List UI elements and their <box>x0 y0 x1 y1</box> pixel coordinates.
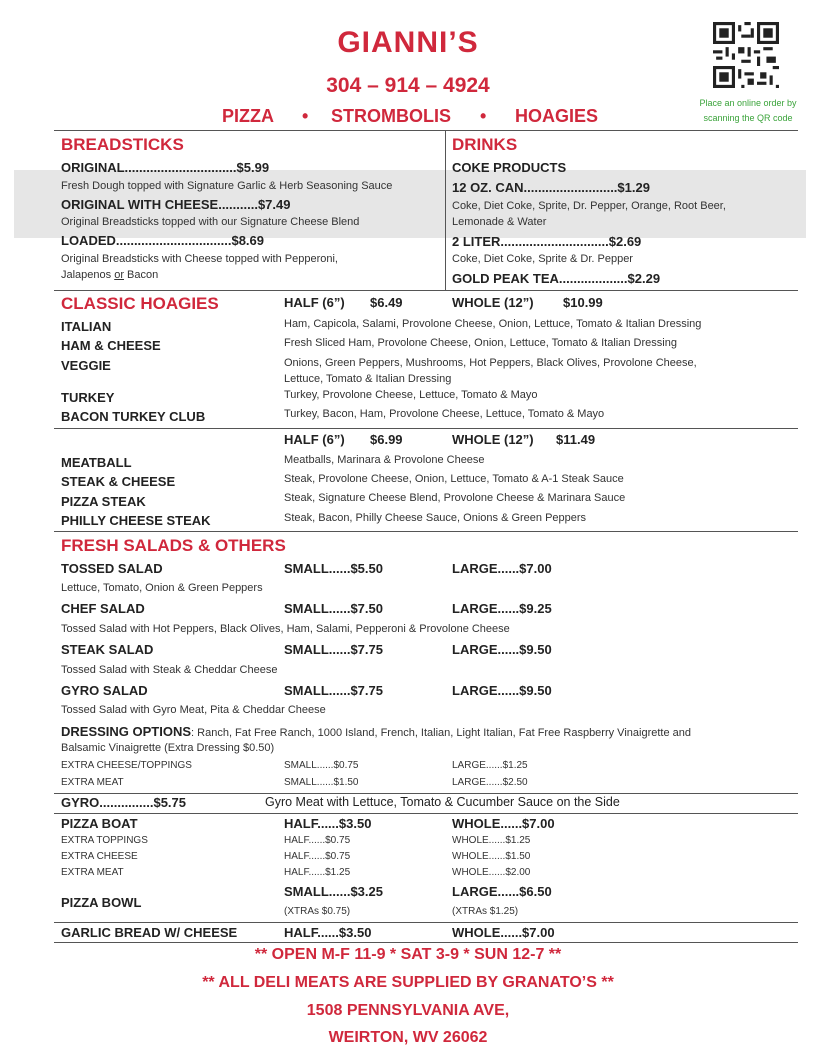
divider <box>54 942 798 943</box>
category-strombolis: STROMBOLIS <box>331 106 451 126</box>
price-whole: $10.99 <box>563 295 603 310</box>
size-label-half: HALF (6”) <box>284 295 345 310</box>
menu-item-desc: Original Breadsticks topped with our Signature Cheese Blend <box>61 216 360 228</box>
divider <box>54 290 798 291</box>
menu-item-desc: Jalapenos or Bacon <box>61 269 159 281</box>
restaurant-name: GIANNI’S <box>337 26 479 59</box>
divider <box>54 130 798 131</box>
menu-item-name: HAM & CHEESE <box>61 338 161 353</box>
menu-item-desc: Steak, Bacon, Philly Cheese Sauce, Onions & Green Peppers <box>284 512 587 524</box>
extra-price-half: HALF......$1.25 <box>284 867 351 878</box>
extra-price-small: SMALL......$1.50 <box>284 777 359 788</box>
price-small: SMALL......$7.75 <box>284 642 383 657</box>
size-label-whole: WHOLE (12”) <box>452 432 534 447</box>
divider <box>54 922 798 923</box>
extra-price-half: HALF......$0.75 <box>284 835 351 846</box>
menu-item-desc: Coke, Diet Coke, Sprite, Dr. Pepper, Orange, Root Beer, <box>452 200 726 212</box>
price-half: HALF......$3.50 <box>284 816 372 831</box>
extra-price-small: SMALL......$0.75 <box>284 760 359 771</box>
menu-item-name: PHILLY CHEESE STEAK <box>61 513 211 528</box>
menu-item-desc: Gyro Meat with Lettuce, Tomato & Cucumber Sauce on the Side <box>265 795 620 809</box>
price-half: HALF......$3.50 <box>284 925 372 940</box>
menu-item-name: ORIGINAL WITH CHEESE...........$7.49 <box>61 197 291 212</box>
menu-item-name: TURKEY <box>61 390 115 405</box>
bullet-separator: • <box>302 106 309 126</box>
menu-item-desc: Ham, Capicola, Salami, Provolone Cheese, Onion, Lettuce, Tomato & Italian Dressing <box>284 318 702 330</box>
menu-item-desc: Original Breadsticks with Cheese topped with Pepperoni, <box>61 253 338 265</box>
section-title-drinks: DRINKS <box>452 135 518 154</box>
extra-price-large: (XTRAs $1.25) <box>452 906 519 917</box>
menu-item-desc: Steak, Signature Cheese Blend, Provolone Cheese & Marinara Sauce <box>284 492 626 504</box>
menu-item-name: ORIGINAL...............................$5.99 <box>61 160 270 175</box>
price-large: LARGE......$6.50 <box>452 884 552 899</box>
menu-item-name: MEATBALL <box>61 455 132 470</box>
extra-item-name: EXTRA TOPPINGS <box>61 835 148 846</box>
extra-price-whole: WHOLE......$2.00 <box>452 867 531 878</box>
price-whole: $11.49 <box>556 432 596 447</box>
menu-item-desc: Fresh Sliced Ham, Provolone Cheese, Onion, Lettuce, Tomato & Italian Dressing <box>284 337 677 349</box>
menu-item-name: GYRO...............$5.75 <box>61 795 186 810</box>
divider <box>54 793 798 794</box>
section-title-hoagies: CLASSIC HOAGIES <box>61 294 219 313</box>
bullet-separator: • <box>480 106 487 126</box>
dressing-options-cont: Balsamic Vinaigrette (Extra Dressing $0.50) <box>61 742 275 754</box>
price-half: $6.49 <box>370 295 403 310</box>
extra-price-small: (XTRAs $0.75) <box>284 906 351 917</box>
extra-item-name: EXTRA MEAT <box>61 777 124 788</box>
extra-item-name: EXTRA MEAT <box>61 867 124 878</box>
drinks-subheader: COKE PRODUCTS <box>452 160 567 175</box>
menu-item-desc: Tossed Salad with Steak & Cheddar Cheese <box>61 664 278 676</box>
size-label-whole: WHOLE (12”) <box>452 295 534 310</box>
price-whole: WHOLE......$7.00 <box>452 925 555 940</box>
category-hoagies: HOAGIES <box>515 106 599 126</box>
extra-price-large: LARGE......$2.50 <box>452 777 528 788</box>
price-large: LARGE......$9.50 <box>452 642 552 657</box>
menu-item-desc: Tossed Salad with Hot Peppers, Black Olives, Ham, Salami, Pepperoni & Provolone Cheese <box>61 623 510 635</box>
price-whole: WHOLE......$7.00 <box>452 816 555 831</box>
price-large: LARGE......$9.25 <box>452 601 552 616</box>
menu-item-name: PIZZA BOAT <box>61 816 138 831</box>
menu-item-desc: Fresh Dough topped with Signature Garlic & Herb Seasoning Sauce <box>61 180 393 192</box>
price-half: $6.99 <box>370 432 403 447</box>
menu-item-name: BACON TURKEY CLUB <box>61 409 206 424</box>
phone-number[interactable]: 304 – 914 – 4924 <box>326 74 490 97</box>
dressing-options: DRESSING OPTIONS: Ranch, Fat Free Ranch, 1000 Island, French, Italian, Light Italian, Fat Free Raspberry Vinaigrette and <box>61 724 691 739</box>
supplier-note: ** ALL DELI MEATS ARE SUPPLIED BY GRANATO’S ** <box>202 974 614 991</box>
menu-item-desc: Lettuce, Tomato, Onion & Green Peppers <box>61 582 263 594</box>
menu-item-name: 2 LITER..............................$2.69 <box>452 234 642 249</box>
price-small: SMALL......$7.50 <box>284 601 383 616</box>
menu-item-name: 12 OZ. CAN..........................$1.29 <box>452 180 650 195</box>
price-small: SMALL......$5.50 <box>284 561 383 576</box>
menu-item-desc: Lemonade & Water <box>452 216 547 228</box>
divider <box>54 428 798 429</box>
qr-instructions: Place an online order by scanning the QR code <box>699 98 797 123</box>
extra-price-half: HALF......$0.75 <box>284 851 351 862</box>
menu-item-desc: Lettuce, Tomato & Italian Dressing <box>284 373 452 385</box>
menu-item-desc: Turkey, Provolone Cheese, Lettuce, Tomato & Mayo <box>284 389 538 401</box>
menu-item-name: GYRO SALAD <box>61 683 148 698</box>
extra-item-name: EXTRA CHEESE <box>61 851 138 862</box>
address-city: WEIRTON, WV 26062 <box>328 1029 488 1046</box>
menu-item-name: VEGGIE <box>61 358 111 373</box>
extra-price-whole: WHOLE......$1.25 <box>452 835 531 846</box>
menu-item-desc: Coke, Diet Coke, Sprite & Dr. Pepper <box>452 253 633 265</box>
size-label-half: HALF (6”) <box>284 432 345 447</box>
menu-item-desc: Meatballs, Marinara & Provolone Cheese <box>284 454 485 466</box>
menu-item-name: ITALIAN <box>61 319 112 334</box>
price-large: LARGE......$7.00 <box>452 561 552 576</box>
menu-item-desc: Turkey, Bacon, Ham, Provolone Cheese, Lettuce, Tomato & Mayo <box>284 408 605 420</box>
extra-price-whole: WHOLE......$1.50 <box>452 851 531 862</box>
category-pizza: PIZZA <box>222 106 274 126</box>
qr-code-icon[interactable] <box>711 22 781 88</box>
menu-item-desc: Steak, Provolone Cheese, Onion, Lettuce, Tomato & A-1 Steak Sauce <box>284 473 624 485</box>
menu-item-name: CHEF SALAD <box>61 601 145 616</box>
section-title-breadsticks: BREADSTICKS <box>61 135 184 154</box>
menu-item-name: STEAK & CHEESE <box>61 474 176 489</box>
hours: ** OPEN M-F 11-9 * SAT 3-9 * SUN 12-7 ** <box>254 946 562 963</box>
divider <box>54 531 798 532</box>
menu-item-name: GOLD PEAK TEA...................$2.29 <box>452 271 661 286</box>
divider <box>54 813 798 814</box>
price-small: SMALL......$7.75 <box>284 683 383 698</box>
extra-price-large: LARGE......$1.25 <box>452 760 528 771</box>
menu-item-name: PIZZA STEAK <box>61 494 146 509</box>
address-street: 1508 PENNSYLVANIA AVE, <box>306 1002 510 1019</box>
section-title-salads: FRESH SALADS & OTHERS <box>61 536 286 555</box>
menu-item-desc: Onions, Green Peppers, Mushrooms, Hot Peppers, Black Olives, Provolone Cheese, <box>284 357 697 369</box>
menu-item-name: TOSSED SALAD <box>61 561 163 576</box>
menu-item-desc: Tossed Salad with Gyro Meat, Pita & Cheddar Cheese <box>61 704 326 716</box>
menu-item-name: PIZZA BOWL <box>61 895 142 910</box>
extra-item-name: EXTRA CHEESE/TOPPINGS <box>61 760 192 771</box>
menu-item-name: GARLIC BREAD W/ CHEESE <box>61 925 238 940</box>
column-divider <box>445 130 446 290</box>
price-small: SMALL......$3.25 <box>284 884 383 899</box>
menu-item-name: LOADED................................$8.69 <box>61 233 264 248</box>
price-large: LARGE......$9.50 <box>452 683 552 698</box>
menu-item-name: STEAK SALAD <box>61 642 154 657</box>
